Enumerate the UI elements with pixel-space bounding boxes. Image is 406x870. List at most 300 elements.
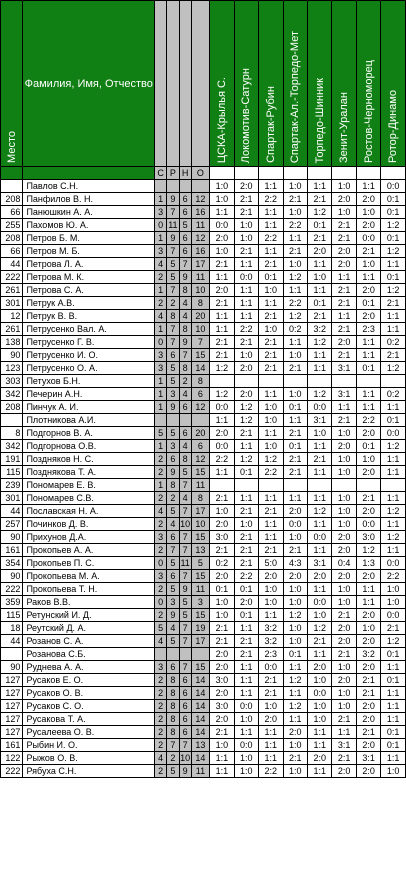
match-header-6 [332,1,356,167]
wins-cell: 2 [155,518,167,531]
points-cell: 15 [191,609,209,622]
points-cell: 10 [191,284,209,297]
match-header-3 [259,1,283,167]
table-row [1,193,406,206]
wins-cell: 3 [155,349,167,362]
wins-cell: 2 [155,739,167,752]
table-row [1,635,406,648]
score-cell: 1:0 [332,661,356,674]
score-cell: 2:0 [307,570,331,583]
place-header-label: Место [5,131,18,163]
place-cell: 261 [1,284,23,297]
score-cell: 1:0 [283,583,307,596]
wins-cell: 1 [155,232,167,245]
wins-cell: 1 [155,401,167,414]
score-cell: 2:1 [210,258,234,271]
score-cell: 1:0 [259,700,283,713]
score-cell: 1:1 [307,583,331,596]
wins-cell: 3 [155,362,167,375]
score-cell: 3:0 [210,531,234,544]
place-cell: 342 [1,388,23,401]
score-cell: 2:0 [210,232,234,245]
score-cell: 2:0 [210,648,234,661]
wins-cell: 0 [155,219,167,232]
place-cell: 222 [1,583,23,596]
table-row [1,206,406,219]
name-cell: Руднева А. А. [23,661,155,674]
points-cell [191,648,209,661]
score-cell: 3:2 [307,323,331,336]
score-cell: 1:0 [259,414,283,427]
draws-cell: 8 [167,479,179,492]
score-cell: 0:1 [356,297,380,310]
score-cell: 2:1 [332,349,356,362]
score-cell: 1:2 [307,622,331,635]
place-cell [1,414,23,427]
srno-header-spacer [179,1,191,167]
match-header-label: ЦСКА-Крылья С. [215,76,228,163]
points-cell: 20 [191,427,209,440]
score-cell: 2:0 [307,245,331,258]
losses-cell: 4 [179,310,191,323]
score-cell: 0:0 [210,219,234,232]
losses-cell: 6 [179,427,191,440]
score-cell: 2:1 [259,544,283,557]
score-cell: 1:0 [283,596,307,609]
score-cell: 0:1 [234,609,258,622]
score-cell: 1:1 [332,271,356,284]
score-cell: 2:1 [381,297,406,310]
losses-cell: 7 [179,505,191,518]
name-cell: Поздняков Н. С. [23,453,155,466]
score-cell: 1:0 [332,583,356,596]
wins-cell: 0 [155,596,167,609]
score-cell: 1:2 [283,609,307,622]
name-cell: Прокопьева М. А. [23,570,155,583]
score-cell: 1:1 [381,323,406,336]
score-cell: 2:1 [234,648,258,661]
losses-cell: 4 [179,492,191,505]
draws-cell: 6 [167,453,179,466]
place-cell: 90 [1,531,23,544]
name-cell: Петрова Л. А. [23,258,155,271]
score-cell: 1:1 [307,258,331,271]
score-cell: 1:1 [356,583,380,596]
points-cell [191,180,209,193]
score-cell: 1:0 [332,700,356,713]
draws-cell: 5 [167,557,179,570]
score-cell: 2:0 [356,466,380,479]
score-cell: 0:2 [283,323,307,336]
score-cell: 1:2 [234,414,258,427]
table-row [1,219,406,232]
wins-cell: 2 [155,492,167,505]
name-cell: Плотникова А.И. [23,414,155,427]
draws-cell: 5 [167,375,179,388]
score-cell: 1:0 [234,713,258,726]
score-cell: 2:1 [210,726,234,739]
score-cell: 1:1 [307,765,331,778]
score-cell: 2:0 [332,765,356,778]
score-cell: 1:1 [381,492,406,505]
table-row [1,336,406,349]
name-cell: Панюшкин А. А. [23,206,155,219]
score-cell: 2:1 [332,609,356,622]
losses-cell: 9 [179,583,191,596]
name-cell: Петрусенко Г. В. [23,336,155,349]
table-row [1,323,406,336]
points-cell: 15 [191,661,209,674]
name-header [23,1,155,167]
wins-cell: 2 [155,765,167,778]
table-row [1,453,406,466]
score-cell: 1:1 [234,622,258,635]
score-cell: 0:1 [283,648,307,661]
score-cell: 1:1 [381,661,406,674]
place-cell: 161 [1,544,23,557]
score-cell: 1:1 [234,310,258,323]
score-cell: 1:0 [210,596,234,609]
losses-cell: 5 [179,466,191,479]
draws-cell: 5 [167,362,179,375]
losses-cell: 7 [179,258,191,271]
score-cell: 2:1 [210,635,234,648]
score-cell: 0:0 [307,596,331,609]
score-cell: 2:0 [210,570,234,583]
score-cell: 0:0 [210,440,234,453]
score-cell: 1:2 [259,453,283,466]
score-cell: 0:0 [381,180,406,193]
place-cell: 127 [1,674,23,687]
draws-cell [167,648,179,661]
place-cell: 66 [1,245,23,258]
table-row [1,609,406,622]
score-cell: 1:0 [381,596,406,609]
place-cell: 301 [1,297,23,310]
score-cell: 2:1 [381,622,406,635]
name-cell: Рыбин И. О. [23,739,155,752]
score-cell: 0:1 [356,362,380,375]
draws-cell: 9 [167,401,179,414]
score-cell: 0:0 [234,739,258,752]
place-cell: 123 [1,362,23,375]
draws-cell: 7 [167,206,179,219]
name-cell: Петрук А.В. [23,297,155,310]
score-cell: 1:1 [259,219,283,232]
score-cell [307,479,331,492]
place-cell: 115 [1,609,23,622]
score-cell: 1:1 [259,609,283,622]
score-cell: 1:1 [381,310,406,323]
points-cell: 20 [191,310,209,323]
table-row [1,414,406,427]
score-cell: 1:0 [356,453,380,466]
srno-label-o: О [191,167,209,180]
score-cell: 1:1 [356,401,380,414]
score-cell: 2:0 [259,713,283,726]
draws-cell: 6 [167,349,179,362]
score-cell: 1:1 [210,414,234,427]
draws-cell: 8 [167,310,179,323]
score-cell: 1:2 [381,531,406,544]
match-header-label: Ротор-Динамо [387,89,400,163]
draws-cell: 5 [167,427,179,440]
score-cell: 2:1 [259,687,283,700]
points-cell: 12 [191,453,209,466]
losses-cell: 4 [179,440,191,453]
score-cell: 1:1 [356,349,380,362]
name-cell: Пономарев С.В. [23,492,155,505]
place-header [1,1,23,167]
score-cell: 0:0 [381,427,406,440]
score-cell: 2:1 [259,362,283,375]
table-row [1,258,406,271]
place-cell: 115 [1,466,23,479]
score-cell: 0:0 [210,401,234,414]
wins-cell: 1 [155,479,167,492]
losses-cell: 6 [179,193,191,206]
score-cell: 1:1 [234,284,258,297]
wins-cell: 0 [155,557,167,570]
score-cell: 2:0 [210,518,234,531]
points-cell: 6 [191,388,209,401]
score-cell: 1:1 [307,180,331,193]
table-row [1,466,406,479]
score-cell: 3:1 [356,752,380,765]
score-cell: 0:0 [381,557,406,570]
losses-cell: 7 [179,661,191,674]
match-header-label: Торпедо-Шинник [313,77,326,163]
score-cell: 2:0 [356,635,380,648]
score-cell: 1:0 [332,596,356,609]
name-cell: Панфилов В. Н. [23,193,155,206]
score-cell: 1:1 [283,414,307,427]
srno-row-name-spacer [23,167,155,180]
score-cell: 4:3 [283,557,307,570]
wins-cell: 2 [155,674,167,687]
score-cell: 1:0 [332,180,356,193]
score-cell: 0:2 [381,336,406,349]
losses-cell: 6 [179,206,191,219]
score-cell: 1:1 [381,518,406,531]
score-cell: 0:1 [234,583,258,596]
score-cell [356,479,380,492]
points-cell: 6 [191,440,209,453]
srno-label-r: Р [167,167,179,180]
place-cell: 127 [1,713,23,726]
wins-cell: 2 [155,544,167,557]
points-cell: 15 [191,466,209,479]
table-row [1,245,406,258]
draws-cell: 9 [167,466,179,479]
wins-cell: 2 [155,271,167,284]
score-cell: 0:0 [381,609,406,622]
losses-cell: 8 [179,284,191,297]
wins-cell [155,648,167,661]
wins-cell: 2 [155,713,167,726]
score-cell: 2:1 [210,544,234,557]
score-cell: 1:1 [234,297,258,310]
score-cell: 1:1 [234,674,258,687]
place-cell: 90 [1,570,23,583]
score-cell: 1:1 [356,336,380,349]
srno-row [1,167,406,180]
losses-cell: 2 [179,375,191,388]
score-cell: 2:1 [356,492,380,505]
score-cell: 1:0 [210,505,234,518]
draws-cell: 8 [167,674,179,687]
score-cell: 1:1 [307,349,331,362]
place-cell [1,648,23,661]
score-cell: 2:1 [234,531,258,544]
losses-cell: 10 [180,753,191,763]
name-cell: Петрук В. В. [23,310,155,323]
losses-cell: 4 [179,297,191,310]
score-cell: 0:1 [307,219,331,232]
score-cell: 1:1 [307,544,331,557]
points-cell: 15 [191,570,209,583]
points-cell: 14 [191,687,209,700]
score-cell: 2:0 [356,765,380,778]
score-cell: 2:0 [332,336,356,349]
score-cell: 1:2 [381,440,406,453]
name-cell: Петухов Б.Н. [23,375,155,388]
score-cell: 2:0 [332,440,356,453]
name-cell: Рябуха С.Н. [23,765,155,778]
score-cell: 1:1 [356,388,380,401]
draws-cell: 6 [167,531,179,544]
table-row [1,427,406,440]
losses-cell: 9 [179,271,191,284]
points-cell: 14 [191,713,209,726]
score-cell: 3:1 [307,414,331,427]
table-row [1,401,406,414]
score-cell: 1:1 [283,336,307,349]
score-cell: 1:2 [381,362,406,375]
score-cell: 0:0 [234,700,258,713]
table-row [1,492,406,505]
points-cell: 11 [191,583,209,596]
losses-cell: 8 [179,362,191,375]
score-cell: 2:1 [234,193,258,206]
losses-cell: 7 [179,531,191,544]
score-cell: 1:2 [234,453,258,466]
losses-cell: 6 [179,726,191,739]
score-cell: 0:2 [210,557,234,570]
score-cell: 2:1 [283,245,307,258]
score-cell [259,479,283,492]
score-cell: 2:1 [307,635,331,648]
place-cell: 257 [1,518,23,531]
wins-cell: 1 [155,388,167,401]
score-cell: 2:3 [356,323,380,336]
score-cell: 1:1 [381,752,406,765]
score-cell: 3:2 [356,648,380,661]
score-cell: 2:1 [283,193,307,206]
score-cell: 2:1 [234,427,258,440]
losses-cell: 5 [179,609,191,622]
place-cell: 208 [1,401,23,414]
name-cell: Русаков Е. О. [23,674,155,687]
place-cell: 127 [1,726,23,739]
losses-cell: 7 [179,739,191,752]
wins-cell: 2 [155,466,167,479]
losses-cell: 6 [179,401,191,414]
draws-cell: 2 [167,297,179,310]
table-row [1,713,406,726]
table-row [1,284,406,297]
losses-cell: 4 [179,388,191,401]
score-cell: 2:1 [307,193,331,206]
srno-row-place-spacer [1,167,23,180]
score-cell: 2:2 [234,323,258,336]
score-cell: 0:0 [307,401,331,414]
score-cell: 2:0 [234,596,258,609]
name-cell: Петров Б. М. [23,232,155,245]
score-cell: 1:1 [332,401,356,414]
place-cell [1,180,23,193]
place-cell: 301 [1,492,23,505]
points-cell: 11 [191,479,209,492]
points-cell: 5 [191,557,209,570]
score-cell: 2:2 [283,297,307,310]
score-cell: 1:3 [356,557,380,570]
place-cell: 359 [1,596,23,609]
score-cell: 0:1 [381,739,406,752]
draws-cell: 8 [167,726,179,739]
points-cell: 15 [191,349,209,362]
score-cell: 1:1 [283,492,307,505]
score-cell: 2:3 [259,648,283,661]
match-header-8 [381,1,406,167]
score-cell: 1:2 [307,206,331,219]
points-cell: 12 [191,401,209,414]
points-cell: 3 [191,596,209,609]
table-row [1,570,406,583]
match-header-label: Ростов-Черноморец [362,60,375,163]
wins-cell: 2 [155,609,167,622]
table-row [1,596,406,609]
score-cell: 2:0 [332,193,356,206]
score-cell: 1:1 [234,492,258,505]
draws-cell: 4 [167,518,179,531]
score-cell: 1:0 [283,388,307,401]
srno-row-blank [234,167,258,180]
score-cell: 1:1 [332,726,356,739]
score-cell: 3:0 [210,674,234,687]
points-cell [191,414,209,427]
score-cell: 2:0 [307,752,331,765]
score-cell: 2:0 [210,284,234,297]
losses-cell [179,414,191,427]
score-cell: 0:2 [381,388,406,401]
place-cell: 191 [1,453,23,466]
score-cell: 2:0 [283,570,307,583]
wins-cell: 2 [155,687,167,700]
score-cell: 1:0 [259,401,283,414]
score-cell: 1:1 [381,453,406,466]
place-cell: 12 [1,310,23,323]
score-cell: 2:0 [332,544,356,557]
score-cell: 2:1 [283,466,307,479]
score-cell: 2:0 [356,739,380,752]
srno-row-blank [283,167,307,180]
wins-cell: 2 [155,700,167,713]
score-cell: 1:1 [381,687,406,700]
points-cell: 10 [191,518,209,531]
points-cell: 13 [191,739,209,752]
losses-cell: 8 [179,453,191,466]
